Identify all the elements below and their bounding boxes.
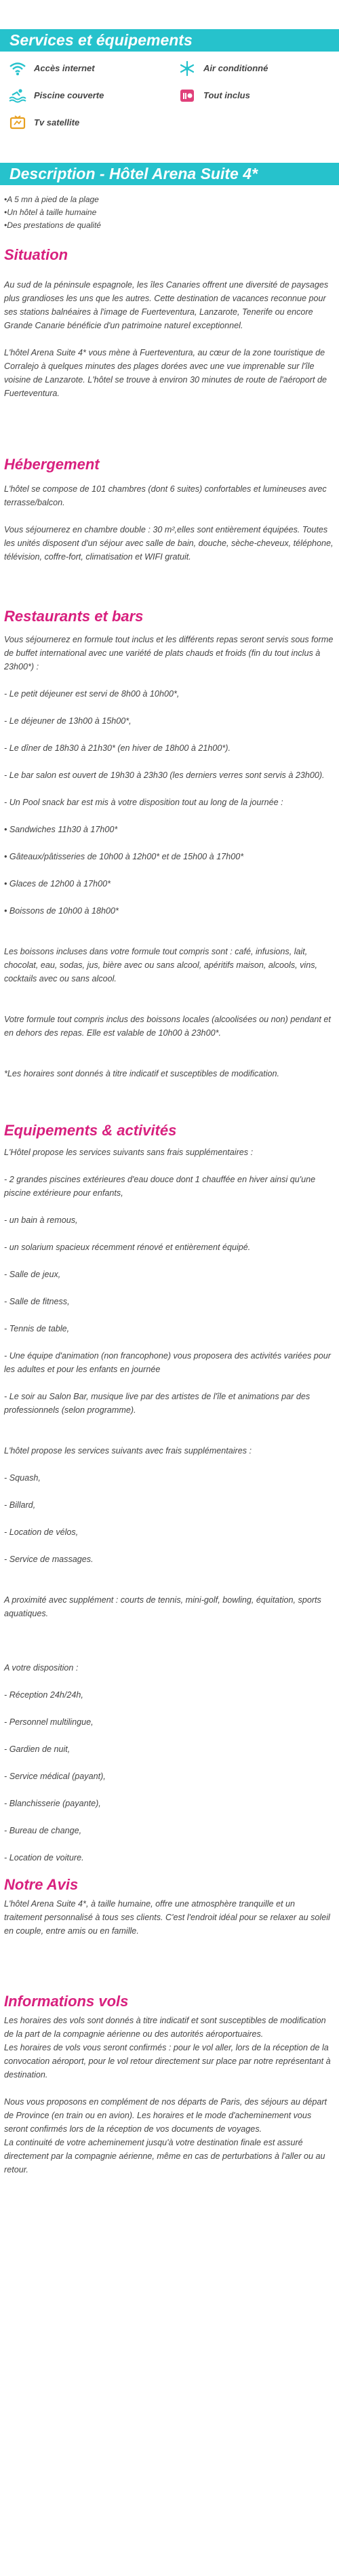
paragraph: Vous séjournerez en formule tout inclus et les différents repas seront servis sous forme de buffet international avec une variété de plats chauds et froids (fin du tout inclus à 23h00*) : [4, 635, 334, 671]
list-item: • Sandwiches 11h30 à 17h00* [4, 825, 118, 834]
hotel-page [0, 29, 339, 2177]
paragraph: Les horaires de vols vous seront confirmés : pour le vol aller, lors de la réception de la convocation aéroport, pour le vol retour directement sur place par notre représentant à destination. [4, 2043, 331, 2080]
section-title-avis: Notre Avis [4, 1876, 79, 1893]
paragraph: Au sud de la péninsule espagnole, les îles Canaries offrent une diversité de paysages plus grandioses les uns que les autres. Cette destination de vacances reconnue pour ses stations balnéaires à l'image de Fuerteventura, Lanzarote, Tenerife ou encore Grande Canarie bénéficie d'un patrimoine naturel exceptionnel. [4, 280, 329, 330]
paragraph: A votre disposition : [4, 1663, 79, 1673]
service-label: Piscine couverte [34, 90, 104, 100]
tv-icon [7, 113, 28, 132]
paragraph: L'Hôtel propose les services suivants sans frais supplémentaires : [4, 1148, 254, 1157]
paragraph: A proximité avec supplément : courts de tennis, mini-golf, bowling, équitation, sports aquatiques. [4, 1595, 321, 1618]
description-bullets [0, 185, 339, 232]
paragraph: L'hôtel se compose de 101 chambres (dont 6 suites) confortables et lumineuses avec terrasse/balcon. [4, 484, 327, 507]
list-item: - un bain à remous, [4, 1215, 78, 1225]
footnote: *Les horaires sont donnés à titre indicatif et susceptibles de modification. [4, 1069, 280, 1078]
list-item: - Location de voiture. [4, 1853, 84, 1862]
service-aircon [176, 58, 339, 79]
paragraph: Nous vous proposons en complément de nos départs de Paris, des séjours au départ de Province (en train ou en avion). Les horaires et le mode d'acheminement vous seront confirmés lors de la réception de vos documents de voyages. [4, 2097, 327, 2134]
list-item: - Le déjeuner de 13h00 à 15h00*, [4, 716, 132, 726]
section-title-vols: Informations vols [4, 1993, 129, 2010]
wifi-icon [7, 59, 28, 78]
paragraph: L'hôtel Arena Suite 4*, à taille humaine, offre une atmosphère tranquille et un traitement personnalisé à tous ses clients. C'est l'endroit idéal pour se relaxer au soleil en couple, entre amis ou en famille. [4, 1899, 330, 1936]
list-item: - Le dîner de 18h30 à 21h30* (en hiver de 18h00 à 21h00*). [4, 743, 231, 753]
paragraph: L'hôtel propose les services suivants avec frais supplémentaires : [4, 1446, 252, 1456]
paragraph: Votre formule tout compris inclus des boissons locales (alcoolisées ou non) pendant et en dehors des repas. Elle est valable de 10h00 à 23h00*. [4, 1015, 331, 1038]
service-label: Tout inclus [203, 90, 250, 100]
list-item: • Glaces de 12h00 à 17h00* [4, 879, 111, 889]
description-banner: Description - Hôtel Arena Suite 4* [0, 163, 339, 185]
paragraph: Vous séjournerez en chambre double : 30 m²,elles sont entièrement équipées. Toutes les unités disposent d'un séjour avec salle de bain, douche, sèche-cheveux, téléphone, télévision, coffre-fort, climatisation et WIFI gratuit. [4, 525, 334, 562]
list-item: - Une équipe d'animation (non francophone) vous proposera des activités variées pour les adultes et pour les enfants en journée [4, 1351, 331, 1374]
section-title-equipements: Equipements & activités [4, 1122, 177, 1139]
list-item: - Tennis de table, [4, 1324, 70, 1333]
list-item: •A 5 mn à pied de la plage [4, 195, 99, 204]
list-item: - Service de massages. [4, 1555, 94, 1564]
section-title-situation: Situation [4, 246, 68, 263]
list-item: - Billard, [4, 1500, 36, 1510]
list-item: •Des prestations de qualité [4, 220, 101, 230]
pool-icon [7, 86, 28, 105]
list-item: - Le petit déjeuner est servi de 8h00 à 10h00*, [4, 689, 180, 699]
service-label: Accès internet [34, 63, 95, 73]
services-grid [0, 52, 339, 137]
service-all-inclusive [176, 85, 339, 106]
main-content [0, 232, 339, 2177]
paragraph: L'hôtel Arena Suite 4* vous mène à Fuerteventura, au cœur de la zone touristique de Corralejo à quelques minutes des plages dorées avec une vue imprenable sur l'île voisine de Lanzarote. L'hôtel se trouve à environ 30 minutes de route de l'aéroport de Fuerteventura. [4, 348, 327, 398]
list-item: - Un Pool snack bar est mis à votre disposition tout au long de la journée : [4, 798, 283, 807]
list-item: - Location de vélos, [4, 1527, 79, 1537]
paragraph: Les horaires des vols sont donnés à titre indicatif et sont susceptibles de modification de la part de la compagnie aérienne ou des autorités aéroportuaires. [4, 2016, 326, 2039]
service-pool [7, 85, 176, 106]
list-item: - Le soir au Salon Bar, musique live par des artistes de l'île et animations par des professionnels (selon programme). [4, 1392, 311, 1415]
list-item: • Boissons de 10h00 à 18h00* [4, 906, 119, 916]
list-item: - Service médical (payant), [4, 1772, 106, 1781]
list-item: - Gardien de nuit, [4, 1744, 71, 1754]
list-item: - Réception 24h/24h, [4, 1690, 83, 1700]
section-title-hebergement: Hébergement [4, 456, 100, 473]
list-item: - 2 grandes piscines extérieures d'eau douce dont 1 chauffée en hiver ainsi qu'une piscine extérieure pour enfants, [4, 1175, 316, 1198]
service-label: Air conditionné [203, 63, 268, 73]
services-banner: Services et équipements [0, 29, 339, 52]
list-item: - Salle de fitness, [4, 1297, 70, 1306]
list-item: - Squash, [4, 1473, 41, 1483]
list-item: - un solarium spacieux récemment rénové et entièrement équipé. [4, 1243, 251, 1252]
list-item: - Le bar salon est ouvert de 19h30 à 23h30 (les derniers verres sont servis à 23h00). [4, 770, 325, 780]
section-title-restaurants: Restaurants et bars [4, 608, 144, 625]
service-tv [7, 113, 176, 133]
service-internet [7, 58, 176, 79]
list-item: • Gâteaux/pâtisseries de 10h00 à 12h00* et de 15h00 à 17h00* [4, 852, 244, 861]
paragraph: Les boissons incluses dans votre formule tout compris sont : café, infusions, lait, chocolat, eau, sodas, jus, bière avec ou sans alcool, apéritifs maison, alcools, vins, cocktails avec ou sans alcool. [4, 947, 318, 983]
list-item: - Salle de jeux, [4, 1270, 61, 1279]
list-item: - Blanchisserie (payante), [4, 1799, 101, 1808]
list-item: - Personnel multilingue, [4, 1717, 94, 1727]
list-item: •Un hôtel à taille humaine [4, 208, 97, 217]
snowflake-icon [176, 59, 198, 78]
all-inclusive-icon [176, 86, 198, 105]
paragraph: La continuité de votre acheminement jusqu'à votre destination finale est assuré directement par la compagnie aérienne, même en cas de perturbations à l'aller ou au retour. [4, 2138, 325, 2174]
service-label: Tv satellite [34, 117, 80, 128]
list-item: - Bureau de change, [4, 1826, 82, 1835]
